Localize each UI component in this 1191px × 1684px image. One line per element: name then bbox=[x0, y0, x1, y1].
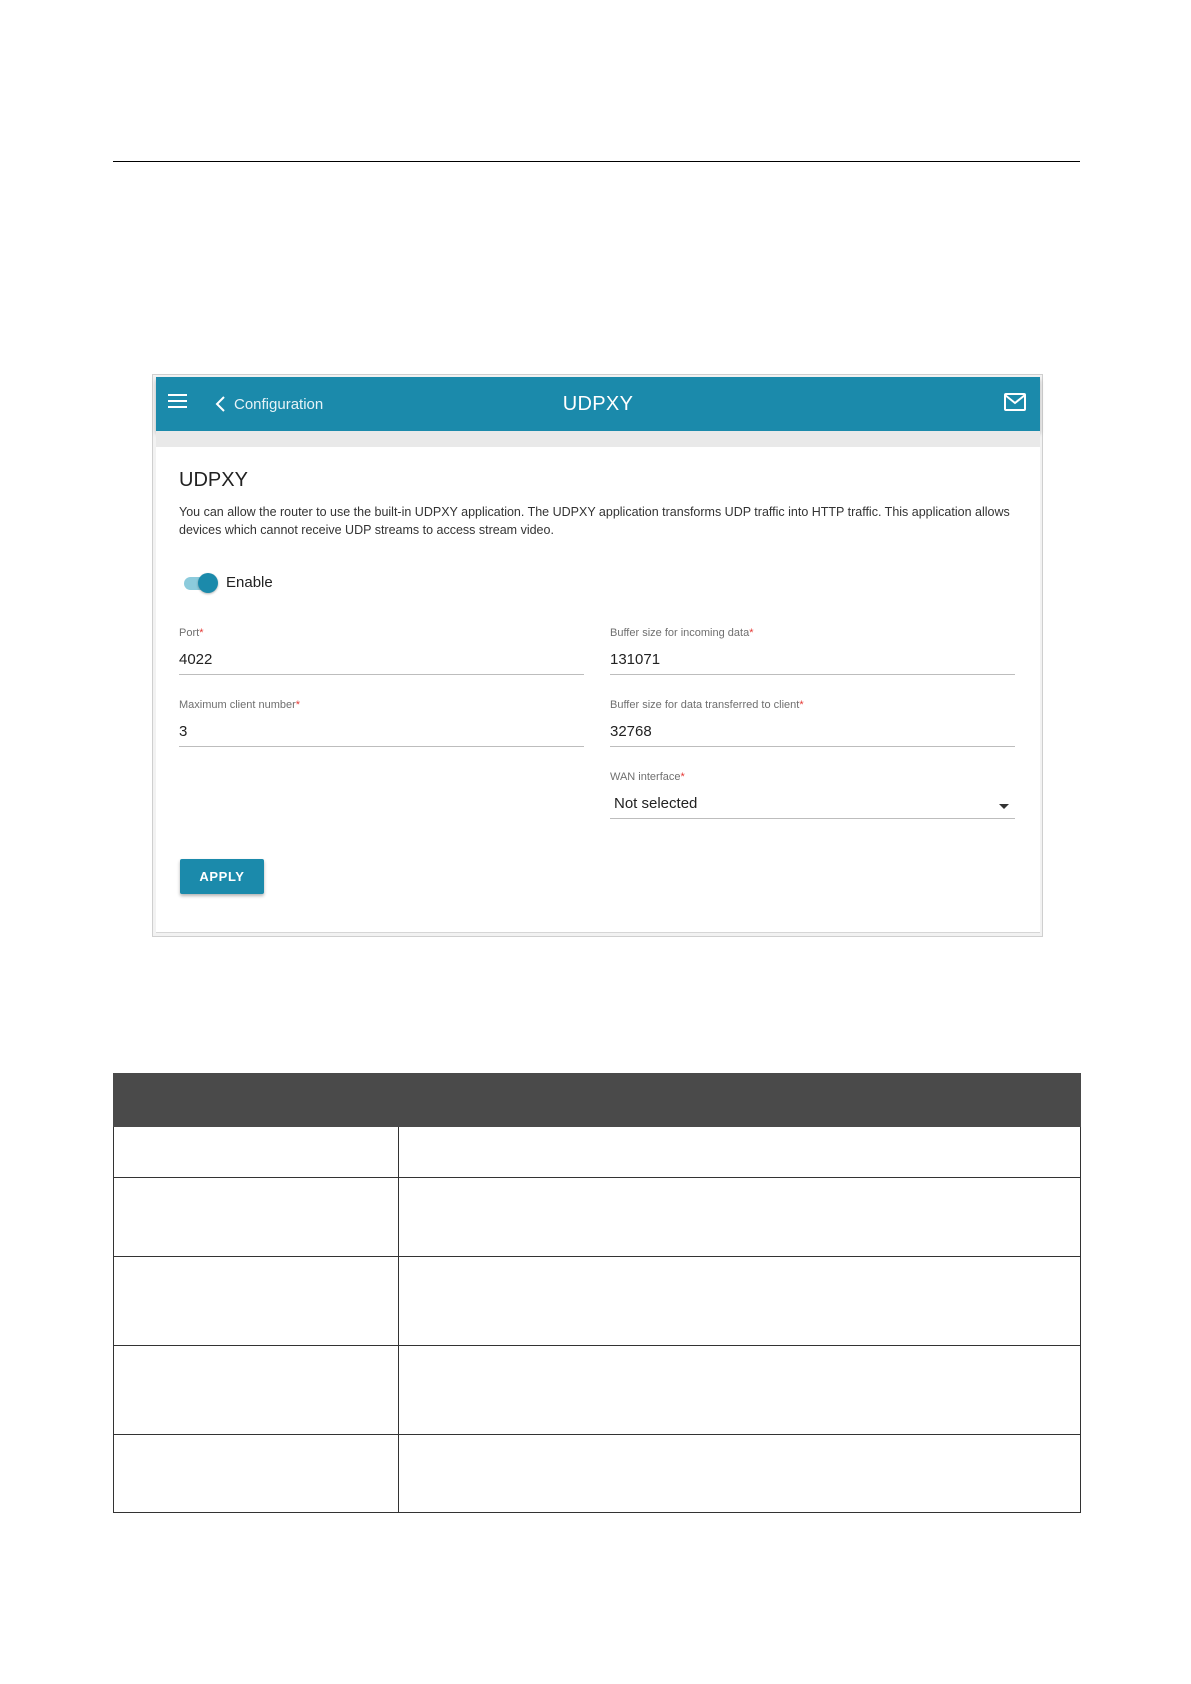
page-title: UDPXY bbox=[562, 393, 634, 415]
table-cell bbox=[399, 1346, 1081, 1435]
app-header bbox=[156, 377, 1040, 431]
table-cell bbox=[114, 1257, 399, 1346]
required-mark: * bbox=[199, 627, 204, 639]
table-cell bbox=[399, 1127, 1081, 1178]
table-cell bbox=[114, 1435, 399, 1513]
buffer-client-label: Buffer size for data transferred to client* bbox=[610, 699, 804, 711]
required-mark: * bbox=[295, 699, 301, 711]
port-input[interactable]: 4022 bbox=[179, 645, 584, 675]
required-mark: * bbox=[680, 771, 685, 783]
table-cell bbox=[114, 1127, 399, 1178]
table-cell bbox=[399, 1435, 1081, 1513]
toggle-thumb bbox=[198, 573, 218, 593]
enable-toggle[interactable] bbox=[182, 573, 218, 593]
wan-interface-label: WAN interface* bbox=[610, 771, 685, 783]
section-title: UDPXY bbox=[179, 469, 248, 491]
dropdown-caret-icon bbox=[999, 804, 1009, 809]
table-row bbox=[114, 1346, 1081, 1435]
table-header-cell bbox=[114, 1074, 399, 1127]
max-clients-label: Maximum client number* bbox=[179, 699, 301, 711]
buffer-client-field bbox=[610, 699, 1015, 749]
table-row bbox=[114, 1127, 1081, 1178]
section-description: You can allow the router to use the built-in UDPXY application. The UDPXY application transforms UDP traffic into HTTP traffic. This application allows devices which cannot receive UDP streams to access stream video. bbox=[179, 505, 1010, 537]
parameters-table bbox=[113, 1073, 1081, 1513]
wan-interface-field bbox=[610, 771, 1015, 821]
apply-button[interactable]: APPLY bbox=[180, 859, 264, 894]
envelope-icon[interactable] bbox=[1004, 393, 1026, 411]
table-cell bbox=[399, 1178, 1081, 1257]
max-clients-input[interactable]: 3 bbox=[179, 717, 584, 747]
buffer-incoming-field bbox=[610, 627, 1015, 677]
port-field bbox=[179, 627, 584, 677]
buffer-incoming-label: Buffer size for incoming data* bbox=[610, 627, 754, 639]
table-header-cell bbox=[399, 1074, 1081, 1127]
required-mark: * bbox=[799, 699, 804, 711]
wan-interface-select[interactable]: Not selected bbox=[610, 789, 1015, 819]
table-row bbox=[114, 1435, 1081, 1513]
table-row bbox=[114, 1257, 1081, 1346]
buffer-client-input[interactable]: 32768 bbox=[610, 717, 1015, 747]
table-row bbox=[114, 1178, 1081, 1257]
required-mark: * bbox=[749, 627, 754, 639]
table-cell bbox=[114, 1178, 399, 1257]
back-label: Configuration bbox=[234, 395, 324, 413]
enable-label: Enable bbox=[226, 574, 273, 591]
max-clients-field bbox=[179, 699, 584, 749]
buffer-incoming-input[interactable]: 131071 bbox=[610, 645, 1015, 675]
udpxy-screenshot bbox=[152, 374, 1043, 937]
port-label: Port* bbox=[179, 627, 204, 639]
header-sub-bar bbox=[156, 431, 1040, 447]
page-top-rule bbox=[113, 161, 1080, 162]
table-header-row bbox=[114, 1074, 1081, 1127]
table-cell bbox=[114, 1346, 399, 1435]
table-cell bbox=[399, 1257, 1081, 1346]
udpxy-settings-panel bbox=[156, 447, 1040, 933]
